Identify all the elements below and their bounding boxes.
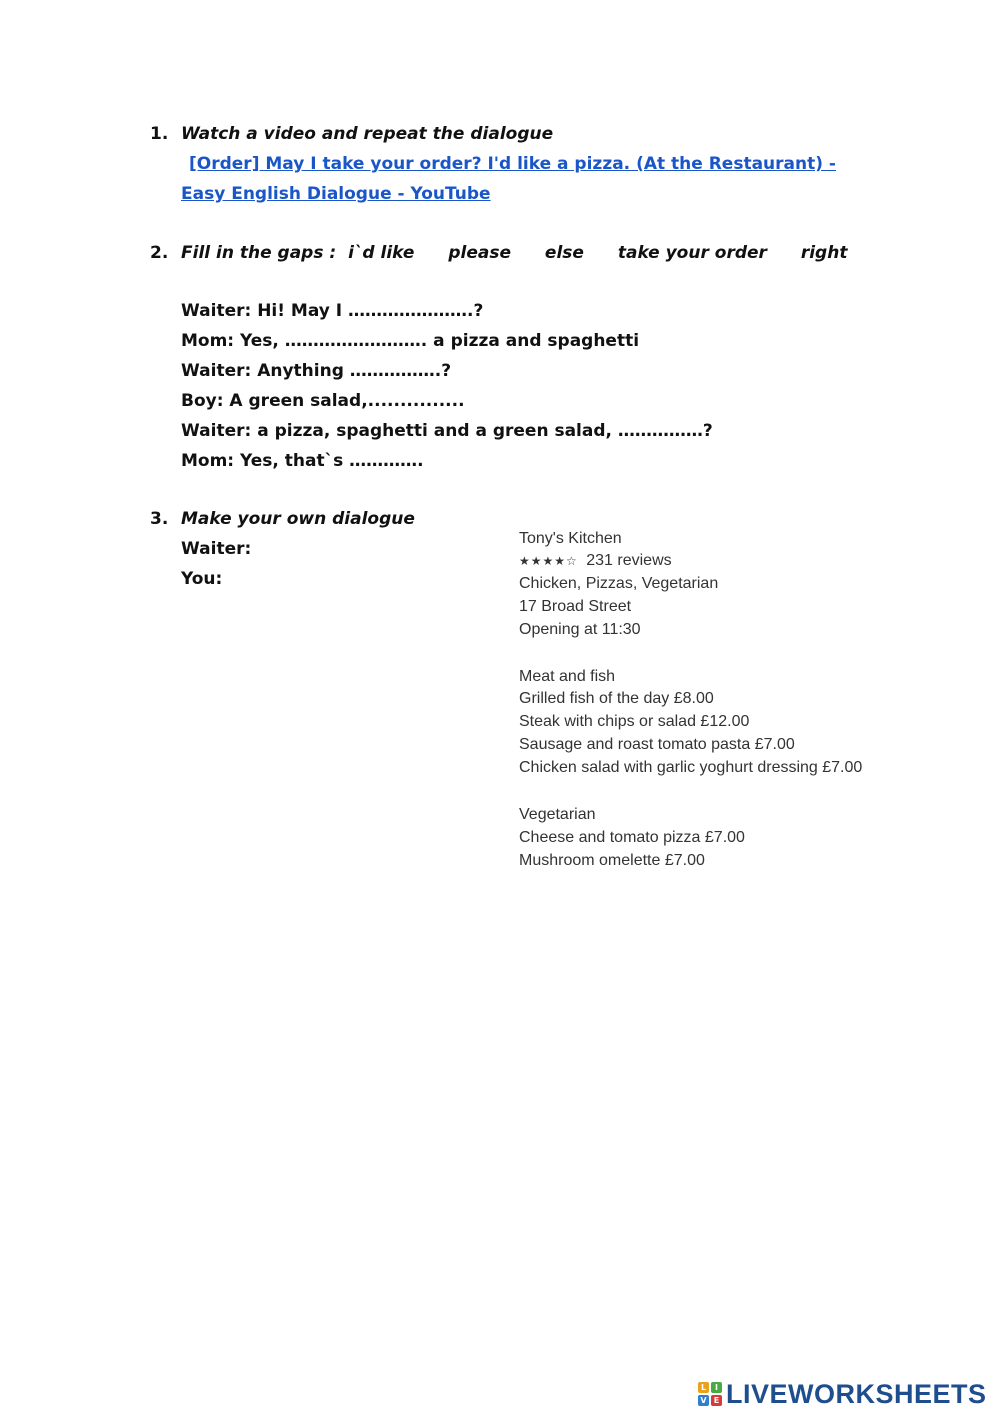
dialogue-line: Boy: A green salad,............... [181, 391, 465, 411]
menu-item: Grilled fish of the day £8.00 [519, 690, 714, 707]
word-bank-item: else [544, 243, 584, 263]
video-link-line-1[interactable]: [Order] May I take your order? I'd like a pizza. (At the Restaurant) - [189, 154, 836, 174]
dialogue-line: Mom: Yes, ……………………. a pizza and spaghetti [181, 331, 640, 351]
section-1-heading: Watch a video and repeat the dialogue [181, 124, 554, 144]
dialogue-line: Mom: Yes, that`s …………. [181, 451, 424, 471]
video-link-line-2[interactable]: Easy English Dialogue - YouTube [181, 184, 491, 204]
section-3-number: 3. [150, 509, 169, 529]
word-bank-item: i`d like [348, 243, 415, 263]
rating-row [519, 552, 672, 570]
restaurant-address: 17 Broad Street [519, 598, 632, 615]
logo-mark-icon: L I V E [698, 1382, 722, 1406]
review-count: 231 reviews [586, 552, 672, 569]
menu-section-heading: Vegetarian [519, 806, 596, 823]
menu-item: Mushroom omelette £7.00 [519, 852, 705, 869]
section-3-heading: Make your own dialogue [181, 509, 415, 529]
menu-item: Cheese and tomato pizza £7.00 [519, 829, 745, 846]
dialogue-line: Waiter: a pizza, spaghetti and a green salad, ……………? [181, 421, 713, 441]
word-bank-line [181, 243, 875, 263]
brand-name: LIVEWORKSHEETS [726, 1378, 987, 1409]
section-2-number: 2. [150, 243, 169, 263]
dialogue-line: Waiter: Hi! May I ………………….? [181, 301, 484, 321]
rating-stars-icon: ★★★★☆ [519, 554, 578, 568]
restaurant-name: Tony's Kitchen [519, 530, 622, 547]
you-label: You: [181, 569, 223, 589]
section-1-number: 1. [150, 124, 169, 144]
section-2-heading: Fill in the gaps : [181, 243, 337, 263]
menu-section-heading: Meat and fish [519, 668, 616, 685]
waiter-label: Waiter: [181, 539, 252, 559]
word-bank-item: take your order [617, 243, 767, 263]
word-bank-item: please [448, 243, 511, 263]
menu-item: Sausage and roast tomato pasta £7.00 [519, 736, 795, 753]
liveworksheets-logo[interactable] [698, 1377, 987, 1411]
dialogue-line: Waiter: Anything …………….? [181, 361, 452, 381]
opening-time: Opening at 11:30 [519, 621, 641, 638]
menu-item: Steak with chips or salad £12.00 [519, 713, 750, 730]
menu-item: Chicken salad with garlic yoghurt dressing £7.00 [519, 759, 863, 776]
word-bank-item: right [800, 243, 848, 263]
restaurant-categories: Chicken, Pizzas, Vegetarian [519, 575, 719, 592]
